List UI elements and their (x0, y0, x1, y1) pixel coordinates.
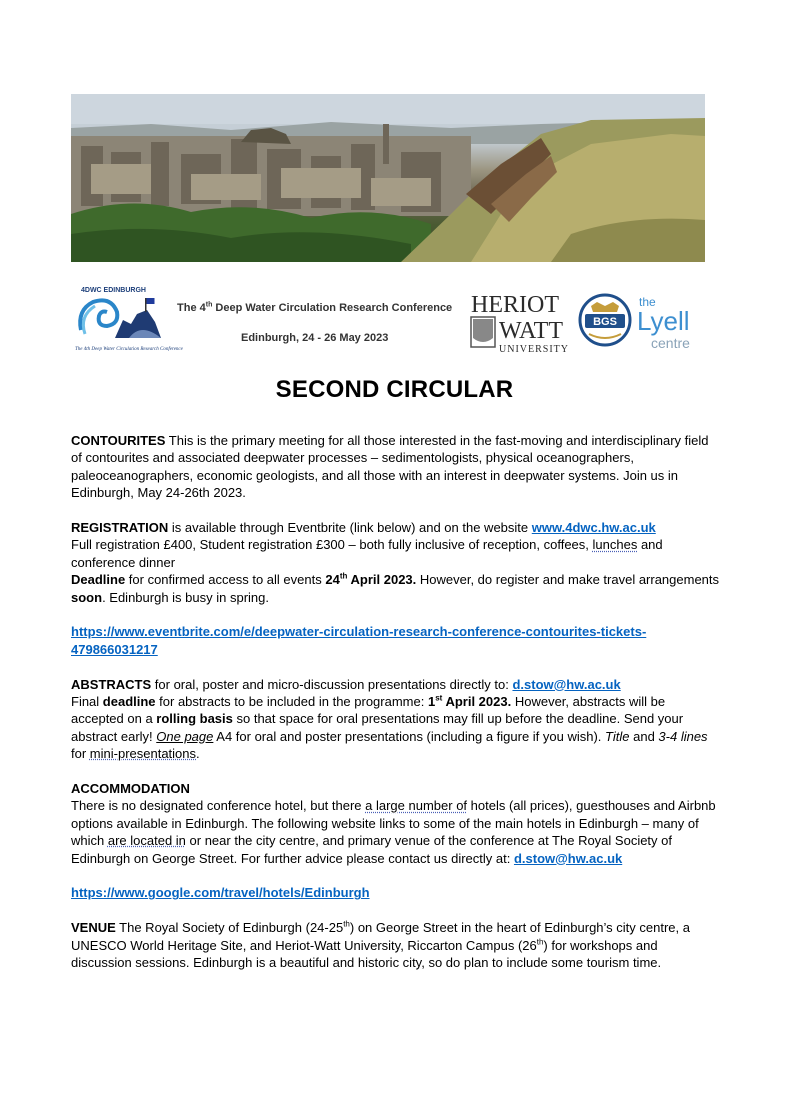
venue-heading: VENUE (71, 920, 116, 936)
hw-line3: UNIVERSITY (499, 344, 569, 355)
conference-dates: Edinburgh, 24 - 26 May 2023 (241, 332, 389, 344)
abstracts-heading: ABSTRACTS (71, 676, 152, 692)
lyell-name: Lyell (637, 306, 690, 336)
conference-banner (71, 280, 705, 360)
registration-heading: REGISTRATION (71, 520, 169, 536)
bgs-logo (577, 292, 633, 346)
conference-logo-subtext: The 4th Deep Water Circulation Research Conference (75, 347, 183, 352)
hero-image-edinburgh (71, 94, 705, 262)
lyell-the: the (639, 295, 656, 309)
hotels-link[interactable]: https://www.google.com/travel/hotels/Edinburgh (71, 885, 370, 901)
registration-section: REGISTRATION is available through Eventbrite (link below) and on the website www.4dwc.hw.ac.uk Full registration £400, Student registration £300 – both fully inclusive of reception, coffees, lunches and conference dinner Deadline for confirmed access to all events 24th April 2023. However, do register and make travel arrangements soon. Edinburgh is busy in spring. (71, 520, 720, 605)
conference-logo-text: 4DWC EDINBURGH (81, 287, 146, 294)
hw-line1: HERIOT (471, 292, 559, 318)
accommodation-section: ACCOMMODATION There is no designated conference hotel, but there a large number of hotels (all prices), guesthouses and Airbnb options available in Edinburgh. The following website links to some of the main hotels in Edinburgh – many of which are located in or near the city centre, and primary venue of the conference at The Royal Society of Edinburgh on George Street. For further advice please contact us directly at: d.stow@hw.ac.uk (71, 781, 716, 866)
circular-body (71, 432, 721, 989)
contourites-section: CONTOURITES This is the primary meeting for all those interested in the fast-moving and interdisciplinary field of contourites and associated deepwater processes – sedimentologists, physical oceanographers, paleoceanographers, economic geologists, and all those with an interest in deepwater systems. Join us in Edinburgh, May 24-26th 2023. (71, 433, 709, 501)
heriot-watt-logo (469, 290, 575, 358)
lunches-word: lunches (592, 537, 638, 553)
lyell-centre-logo (637, 294, 705, 352)
abstracts-section: ABSTRACTS for oral, poster and micro-discussion presentations directly to: d.stow@hw.ac.uk Final deadline for abstracts to be included in the programme: 1st April 2023. However, abstracts will be accepted on a rolling basis so that space for oral presentations may fill up before the deadline. Send your abstract early! One page A4 for oral and poster presentations (including a figure if you wish). Title and 3-4 lines for mini-presentations. (71, 676, 708, 762)
accommodation-heading: ACCOMMODATION (71, 781, 190, 797)
lyell-centre: centre (651, 335, 690, 351)
website-link[interactable]: www.4dwc.hw.ac.uk (531, 520, 656, 536)
hw-line2: WATT (499, 318, 563, 344)
eventbrite-link[interactable]: https://www.eventbrite.com/e/deepwater-circulation-research-conference-contourites-tickets-479866031217 (71, 624, 647, 657)
venue-section: VENUE The Royal Society of Edinburgh (24-25th) on George Street in the heart of Edinburgh’s city centre, a UNESCO World Heritage Site, and Heriot-Watt University, Riccarton Campus (26th) for workshops and discussion sessions. Edinburgh is a beautiful and historic city, so do plan to include some tourism time. (71, 919, 690, 971)
accommodation-email-link[interactable]: d.stow@hw.ac.uk (513, 850, 623, 866)
page-title: SECOND CIRCULAR (275, 376, 514, 403)
conference-logo (71, 280, 183, 358)
conference-title: The 4th Deep Water Circulation Research Conference (177, 301, 453, 314)
contourites-heading: CONTOURITES (71, 433, 166, 448)
abstracts-email-link[interactable]: d.stow@hw.ac.uk (512, 676, 621, 692)
bgs-text: BGS (593, 316, 617, 328)
